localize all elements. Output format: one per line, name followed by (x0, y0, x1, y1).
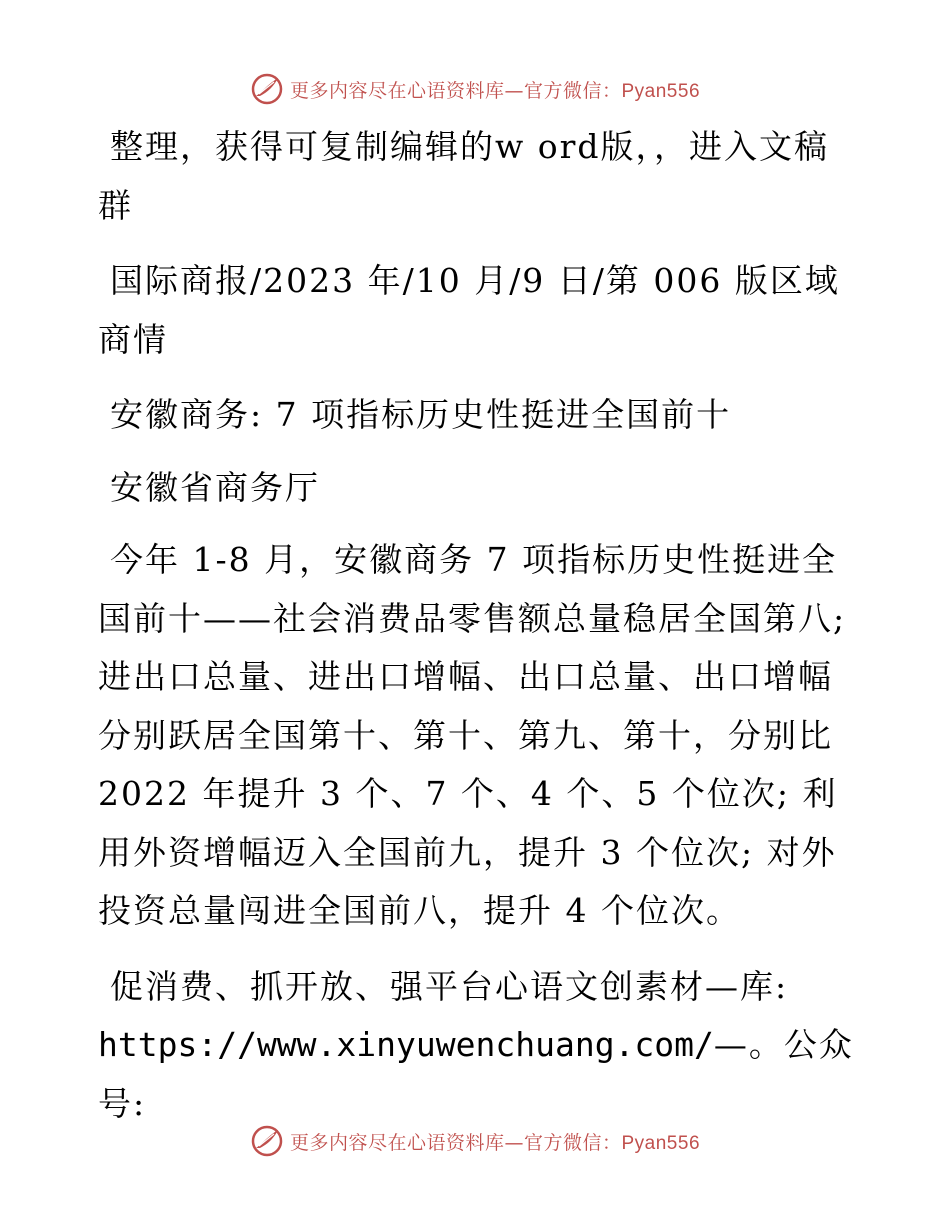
footer-watermark (0, 1124, 950, 1158)
article-title: 安徽商务: 7 项指标历史性挺进全国前十 (110, 395, 732, 434)
website-url[interactable]: https://www.xinyuwenchuang.com/ (98, 1025, 714, 1064)
url-suffix: —。公众号: (98, 1025, 854, 1123)
feather-seal-icon (250, 1124, 284, 1158)
article-author: 安徽省商务厅 (110, 467, 320, 507)
url-line (98, 1016, 858, 1133)
source-line: 国际商报/2023 年/10 月/9 日/第 006 版区域商情 (98, 261, 840, 359)
body-paragraph: 今年 1-8 月，安徽商务 7 项指标历史性挺进全国前十——社会消费品零售额总量稳居全国第八;进出口总量、进出口增幅、出口总量、出口增幅分别跃居全国第十、第十、第九、第十，分别比 2022 年提升 3 个、7 个、4 个、5 个位次; 利用外资增幅迈入全国前九，提升 3 个位次; 对外投资总量闯进全国前八，提升 4 个位次。 (98, 540, 847, 930)
document-body (98, 118, 858, 1133)
intro-paragraph: 整理，获得可复制编辑的w ord版，，进入文稿群 (98, 127, 830, 225)
closing-paragraph: 促消费、抓开放、强平台心语文创素材—库: (110, 966, 789, 1006)
watermark-text: 更多内容尽在心语资料库—官方微信：Pyan556 (289, 79, 701, 102)
watermark-text: 更多内容尽在心语资料库—官方微信：Pyan556 (289, 1131, 701, 1154)
header-watermark (0, 72, 950, 106)
feather-seal-icon (250, 72, 284, 106)
